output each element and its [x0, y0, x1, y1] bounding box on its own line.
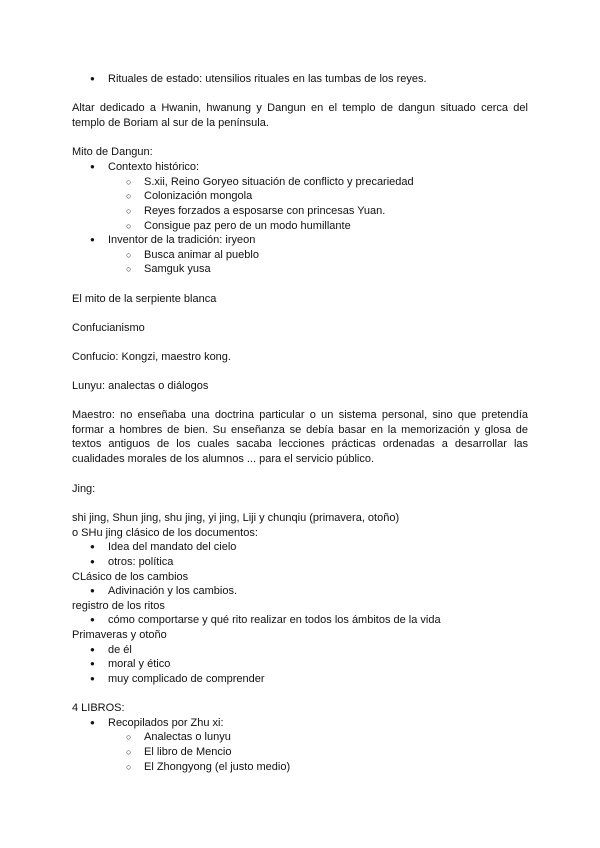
sublist-item: ○ El Zhongyong (el justo medio) [144, 760, 290, 775]
list-item: ● moral y ético [108, 657, 170, 672]
list-item-recopilados: ● Recopilados por Zhu xi: [108, 716, 224, 731]
altar-paragraph: Altar dedicado a Hwanin, hwanung y Dangun en el templo de dangun situado cerca del templo de Boriam al sur de la península. [72, 102, 528, 129]
sublist-item: ○ Colonización mongola [144, 189, 252, 204]
ritos-label: registro de los ritos [72, 600, 165, 612]
lunyu-line: Lunyu: analectas o diálogos [72, 380, 209, 392]
list-item-inventor: ● Inventor de la tradición: iryeon [108, 233, 255, 248]
sublist-item: ○ Reyes forzados a esposarse con princesas Yuan. [144, 204, 385, 219]
shu-jing-label: o SHu jing clásico de los documentos: [72, 527, 258, 539]
list-item: ● Idea del mandato del cielo [108, 540, 236, 555]
list-item-rituales: ● Rituales de estado: utensilios rituales en las tumbas de los reyes. [108, 72, 427, 87]
primaveras-label: Primaveras y otoño [72, 629, 167, 641]
confucio-line: Confucio: Kongzi, maestro kong. [72, 351, 231, 363]
list-item: ● cómo comportarse y qué rito realizar en todos los ámbitos de la vida [108, 613, 441, 628]
sublist-item: ○ El libro de Mencio [144, 745, 231, 760]
list-item: ● Adivinación y los cambios. [108, 584, 237, 599]
list-item: ● muy complicado de comprender [108, 672, 265, 687]
confucianismo-heading: Confucianismo [72, 322, 145, 334]
sublist-item: ○ Analectas o lunyu [144, 730, 231, 745]
sublist-item: ○ Consigue paz pero de un modo humillante [144, 219, 351, 234]
jing-heading: Jing: [72, 483, 96, 495]
libros-heading: 4 LIBROS: [72, 702, 125, 714]
list-item: ● de él [108, 643, 132, 658]
maestro-paragraph: Maestro: no enseñaba una doctrina particular o un sistema personal, sino que pretendía formar a hombres de bien. Su enseñanza se debía basar en la memorización y glosa de textos antiguos de los cuales sacaba lecciones prácticas ordenadas a desarrollar las cualidades morales de los alumnos ... para el servicio público. [72, 409, 528, 465]
sublist-item: ○ Busca animar al pueblo [144, 248, 259, 263]
cambios-label: CLásico de los cambios [72, 571, 189, 583]
list-item: ● otros: política [108, 555, 173, 570]
jing-list-line: shi jing, Shun jing, shu jing, yi jing, Liji y chunqiu (primavera, otoño) [72, 512, 400, 524]
sublist-item: ○ S.xii, Reino Goryeo situación de conflicto y precariedad [144, 175, 414, 190]
dangun-heading: Mito de Dangun: [72, 146, 153, 158]
sublist-item: ○ Samguk yusa [144, 262, 211, 277]
list-item-contexto: ● Contexto histórico: [108, 160, 199, 175]
serpiente-line: El mito de la serpiente blanca [72, 293, 217, 305]
